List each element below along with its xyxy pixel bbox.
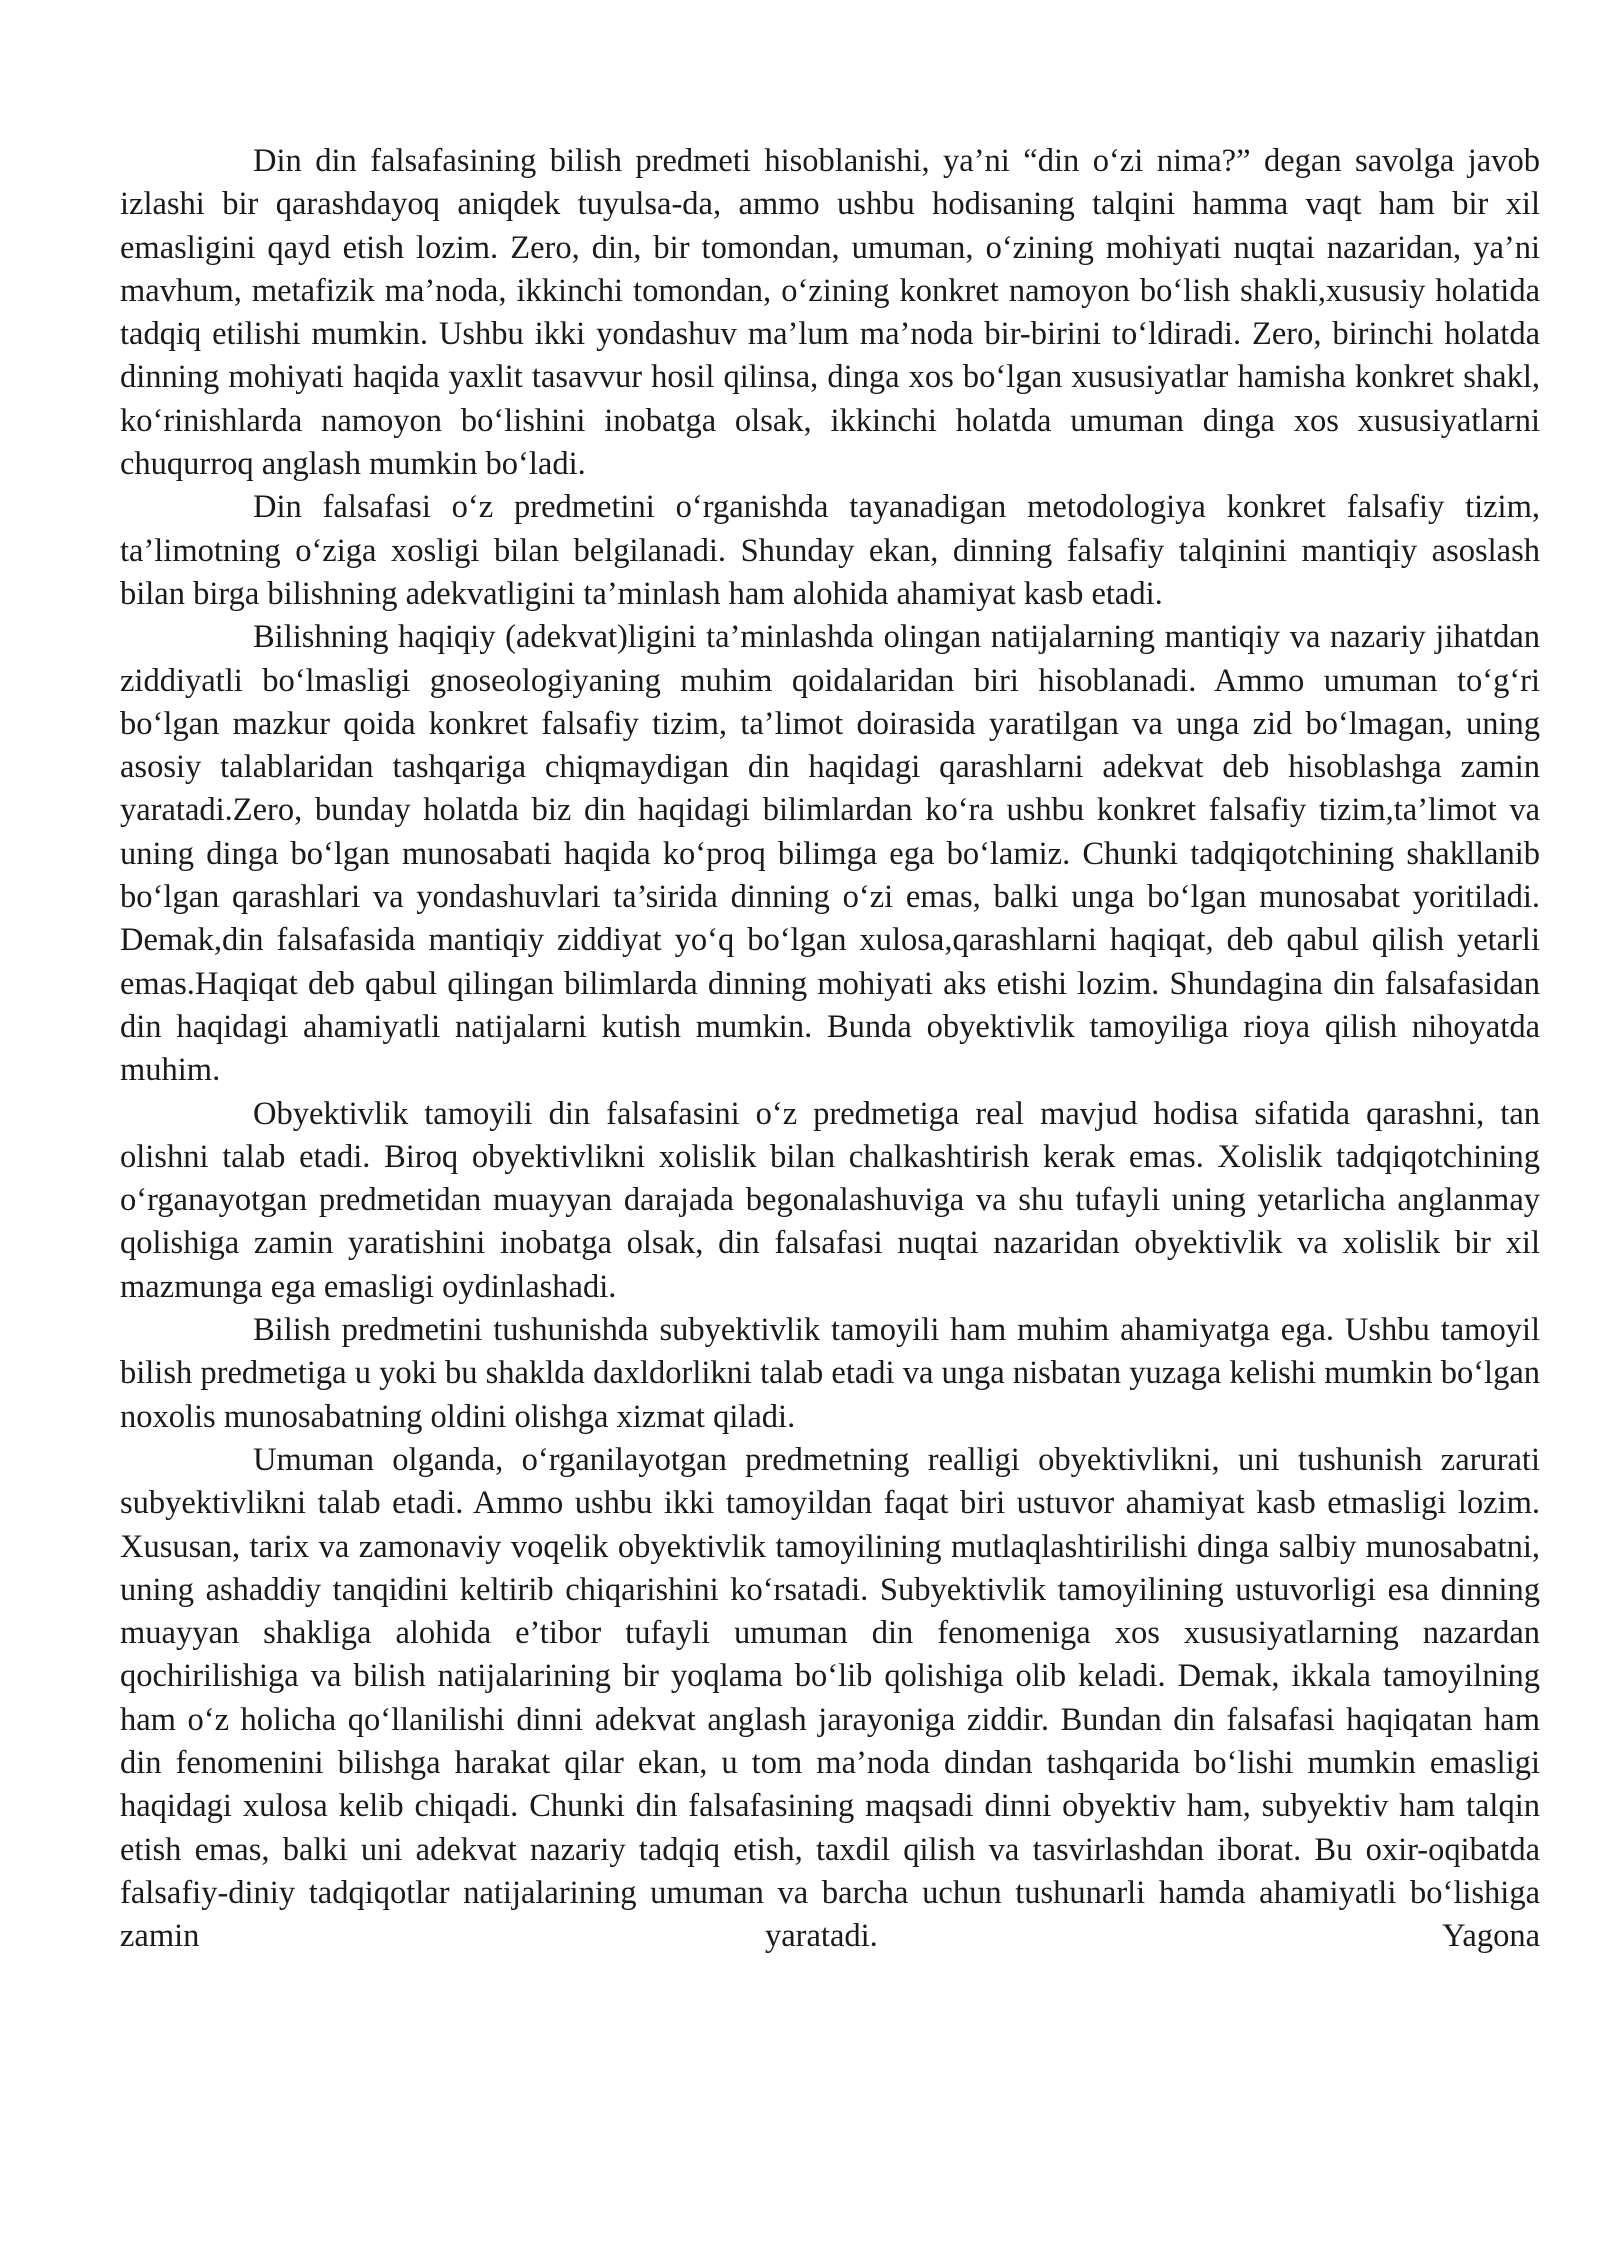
paragraph: Umuman olganda, o‘rganilayotgan predmetning realligi obyektivlikni, uni tushunish zarurati subyektivlikni talab etadi. Ammo ushbu ikki tamoyildan faqat biri ustuvor ahamiyat kasb etmasligi lozim. Xususan, tarix va zamonaviy voqelik obyektivlik tamoyilining mutlaqlashtirilishi dinga salbiy munosabatni, uning ashaddiy tanqidini keltirib chiqarishini ko‘rsatadi. Subyektivlik tamoyilining ustuvorligi esa dinning muayyan shakliga alohida e’tibor tufayli umuman din fenomeniga xos xususiyatlarning nazardan qochirilishiga va bilish natijalarining bir yoqlama bo‘lib qolishiga olib keladi. Demak, ikkala tamoyilning ham o‘z holicha qo‘llanilishi dinni adekvat anglash jarayoniga ziddir. Bundan din falsafasi haqiqatan ham din fenomenini bilishga harakat qilar ekan, u tom ma’noda dindan tashqarida bo‘lishi mumkin emasligi haqidagi xulosa kelib chiqadi. Chunki din falsafasining maqsadi dinni obyektiv ham, subyektiv ham talqin etish emas, balki uni adekvat nazariy tadqiq etish, taxdil qilish va tasvirlashdan iborat. Bu oxir-oqibatda falsafiy-diniy tadqiqotlar natijalarining umuman va barcha uchun tushunarli hamda ahamiyatli bo‘lishiga zamin yaratadi. Yagona	[120, 1441, 1540, 1955]
paragraph: Din falsafasi o‘z predmetini o‘rganishda tayanadigan metodologiya konkret falsafiy tizim, ta’limotning o‘ziga xosligi bilan belgilanadi. Shunday ekan, dinning falsafiy talqinini mantiqiy asoslash bilan birga bilishning adekvatligini ta’minlash ham alohida ahamiyat kasb etadi.	[120, 489, 1540, 612]
document-page	[120, 140, 1540, 1958]
paragraph: Obyektivlik tamoyili din falsafasini o‘z predmetiga real mavjud hodisa sifatida qarashni, tan olishni talab etadi. Biroq obyektivlikni xolislik bilan chalkashtirish kerak emas. Xolislik tadqiqotchining o‘rganayotgan predmetidan muayyan darajada begonalashuviga va shu tufayli uning yetarlicha anglanmay qolishiga zamin yaratishini inobatga olsak, din falsafasi nuqtai nazaridan obyektivlik va xolislik bir xil mazmunga ega emasligi oydinlashadi.	[120, 1095, 1540, 1305]
paragraph: Din din falsafasining bilish predmeti hisoblanishi, ya’ni “din o‘zi nima?” degan savolga javob izlashi bir qarashdayoq aniqdek tuyulsa-da, ammo ushbu hodisaning talqini hamma vaqt ham bir xil emasligini qayd etish lozim. Zero, din, bir tomondan, umuman, o‘zining mohiyati nuqtai nazaridan, ya’ni mavhum, metafizik ma’noda, ikkinchi tomondan, o‘zining konkret namoyon bo‘lish shakli,xususiy holatida tadqiq etilishi mumkin. Ushbu ikki yondashuv ma’lum ma’noda bir-birini to‘ldiradi. Zero, birinchi holatda dinning mohiyati haqida yaxlit tasavvur hosil qilinsa, dinga xos bo‘lgan xususiyatlar hamisha konkret shakl, ko‘rinishlarda namoyon bo‘lishini inobatga olsak, ikkinchi holatda umuman dinga xos xususiyatlarni chuqurroq anglash mumkin bo‘ladi.	[120, 143, 1540, 483]
paragraph: Bilishning haqiqiy (adekvat)ligini ta’minlashda olingan natijalarning mantiqiy va nazariy jihatdan ziddiyatli bo‘lmasligi gnoseologiyaning muhim qoidalaridan biri hisoblanadi. Ammo umuman to‘g‘ri bo‘lgan mazkur qoida konkret falsafiy tizim, ta’limot doirasida yaratilgan va unga zid bo‘lmagan, uning asosiy talablaridan tashqariga chiqmaydigan din haqidagi qarashlarni adekvat deb hisoblashga zamin yaratadi.Zero, bunday holatda biz din haqidagi bilimlardan ko‘ra ushbu konkret falsafiy tizim,ta’limot va uning dinga bo‘lgan munosabati haqida ko‘proq bilimga ega bo‘lamiz. Chunki tadqiqotchining shakllanib bo‘lgan qarashlari va yondashuvlari ta’sirida dinning o‘zi emas, balki unga bo‘lgan munosabat yoritiladi. Demak,din falsafasida mantiqiy ziddiyat yo‘q bo‘lgan xulosa,qarashlarni haqiqat, deb qabul qilish yetarli emas.Haqiqat deb qabul qilingan bilimlarda dinning mohiyati aks etishi lozim. Shundagina din falsafasidan din haqidagi ahamiyatli natijalarni kutish mumkin. Bunda obyektivlik tamoyiliga rioya qilish nihoyatda muhim.	[120, 619, 1540, 1089]
paragraph: Bilish predmetini tushunishda subyektivlik tamoyili ham muhim ahamiyatga ega. Ushbu tamoyil bilish predmetiga u yoki bu shaklda daxldorlikni talab etadi va unga nisbatan yuzaga kelishi mumkin bo‘lgan noxolis munosabatning oldini olishga xizmat qiladi.	[120, 1312, 1540, 1435]
